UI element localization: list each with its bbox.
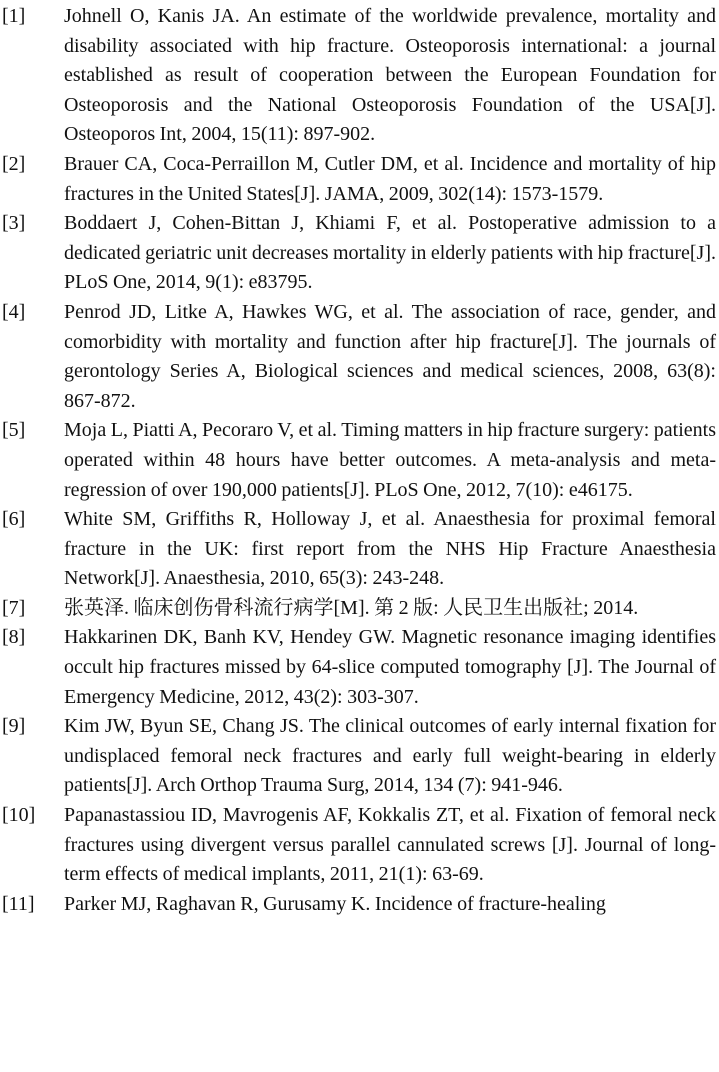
reference-entry-11	[0, 890, 719, 920]
reference-text: Boddaert J, Cohen-Bittan J, Khiami F, et al. Postoperative admission to a dedicated geriatric unit decreases mortality in elderly patients with hip fracture[J]. PLoS One, 2014, 9(1): e83795.	[64, 212, 716, 294]
reference-text: Kim JW, Byun SE, Chang JS. The clinical outcomes of early internal fixation for undisplaced femoral neck fractures and early full weight-bearing in elderly patients[J]. Arch Orthop Trauma Surg, 2014, 134 (7): 941-946.	[64, 715, 716, 797]
reference-number: [2]	[2, 152, 26, 175]
reference-number: [5]	[2, 419, 26, 442]
reference-entry-10	[0, 801, 719, 890]
reference-text: Hakkarinen DK, Banh KV, Hendey GW. Magnetic resonance imaging identifies occult hip fractures missed by 64-slice computed tomography [J]. The Journal of Emergency Medicine, 2012, 43(2): 303-307.	[64, 626, 716, 708]
reference-text: Moja L, Piatti A, Pecoraro V, et al. Timing matters in hip fracture surgery: patients operated within 48 hours have better outcomes. A meta-analysis and meta-regression of over 190,000 patients[J]. PLoS One, 2012, 7(10): e46175.	[64, 419, 716, 501]
reference-list	[0, 2, 719, 919]
reference-entry-3	[0, 209, 719, 298]
reference-entry-7	[0, 594, 719, 624]
reference-number: [9]	[2, 715, 26, 738]
reference-text: Parker MJ, Raghavan R, Gurusamy K. Incidence of fracture-healing	[64, 892, 606, 915]
reference-number: [1]	[2, 5, 26, 27]
reference-number: [7]	[2, 596, 26, 619]
reference-number: [3]	[2, 212, 26, 235]
reference-text: White SM, Griffiths R, Holloway J, et al. Anaesthesia for proximal femoral fracture in the UK: first report from the NHS Hip Fracture Anaesthesia Network[J]. Anaesthesia, 2010, 65(3): 243-248.	[64, 508, 716, 590]
reference-entry-9	[0, 712, 719, 801]
reference-number: [10]	[2, 804, 36, 827]
reference-entry-5	[0, 416, 719, 505]
reference-number: [8]	[2, 626, 26, 649]
reference-text: 张英泽. 临床创伤骨科流行病学[M]. 第 2 版: 人民卫生出版社; 2014.	[64, 596, 639, 619]
reference-entry-1	[0, 2, 719, 150]
reference-entry-2	[0, 150, 719, 209]
reference-text: Johnell O, Kanis JA. An estimate of the worldwide prevalence, mortality and disability associated with hip fracture. Osteoporosis international: a journal established as result of cooperation between the European Foundation for Osteoporosis and the National Osteoporosis Foundation of the USA[J]. Osteoporos Int, 2004, 15(11): 897-902.	[64, 5, 716, 146]
reference-text: Penrod JD, Litke A, Hawkes WG, et al. The association of race, gender, and comorbidity with mortality and function after hip fracture[J]. The journals of gerontology Series A, Biological sciences and medical sciences, 2008, 63(8): 867-872.	[64, 300, 716, 412]
reference-number: [11]	[2, 892, 35, 915]
reference-entry-4	[0, 298, 719, 416]
reference-text: Papanastassiou ID, Mavrogenis AF, Kokkalis ZT, et al. Fixation of femoral neck fractures using divergent versus parallel cannulated screws [J]. Journal of long-term effects of medical implants, 2011, 21(1): 63-69.	[64, 804, 716, 886]
reference-text: Brauer CA, Coca-Perraillon M, Cutler DM, et al. Incidence and mortality of hip fractures in the United States[J]. JAMA, 2009, 302(14): 1573-1579.	[64, 152, 716, 205]
reference-entry-8	[0, 623, 719, 712]
reference-number: [6]	[2, 508, 26, 531]
reference-number: [4]	[2, 300, 26, 323]
reference-entry-6	[0, 505, 719, 594]
